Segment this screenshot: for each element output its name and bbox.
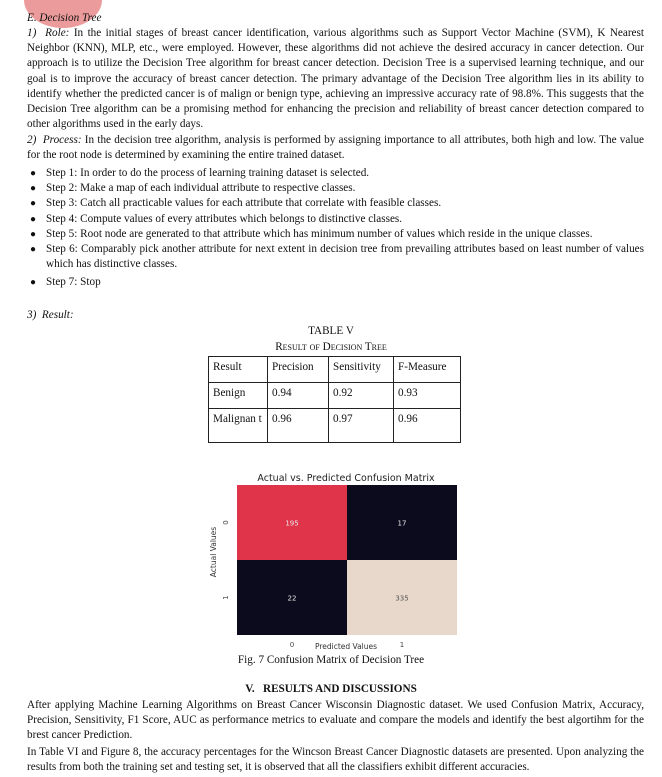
table-cell: 0.94 <box>268 383 329 409</box>
role-number: 1) <box>27 27 37 39</box>
role-label: Role: <box>45 27 70 39</box>
table-subtitle: Result of Decision Tree <box>275 341 387 353</box>
bullet-icon: ● <box>30 277 37 289</box>
results-paragraph-1: After applying Machine Learning Algorithms on Breast Cancer Wisconsin Diagnostic dataset. We used Confusion Matrix, Accuracy, Precision, Sensitivity, F1 Score, AUC as performance metrics to evaluate and compare the models and identify the best algortihm for the brest cancer Prediction. <box>27 699 644 742</box>
list-item: ● Step 5: Root node are generated to that attribute which has minimum number of values which reside in the unique classes. <box>27 227 644 242</box>
table-cell: 0.96 <box>394 409 461 443</box>
table-header-cell: F-Measure <box>394 357 461 383</box>
cell-value-label: 22 <box>287 594 297 603</box>
bullet-icon: ● <box>30 198 37 210</box>
role-paragraph <box>27 26 644 132</box>
process-number: 2) <box>27 134 37 146</box>
list-item: ● Step 3: Catch all practicable values for each attribute that correlate with feasible classes. <box>27 196 644 211</box>
role-text: In the initial stages of breast cancer identification, various algorithms such as Support Vector Machine (SVM), K Nearest Neighbor (KNN), MLP, etc., were employed. However, these algorithms did not achieve the desired accuracy in cancer detection. Our approach is to utilize the Decision Tree algorithm for breast cancer detection. Decision Tree is a supervised learning technique, and our goal is to improve the accuracy of breast cancer detection. The primary advantage of the Decision Tree algorithm lies in its ability to identify whether the predicted cancer is of malign or benign type, achieving an impressive accuracy rate of 98.8%. This suggests that the Decision Tree algorithm can be a promising method for enhancing the precision and reliability of breast cancer detection compared to other algorithms used in the early days. <box>27 27 644 131</box>
result-heading <box>27 308 644 323</box>
chart-title: Actual vs. Predicted Confusion Matrix <box>257 473 435 484</box>
list-item: ● Step 4: Compute values of every attributes which belongs to distinctive classes. <box>27 212 644 227</box>
table-cell: 0.92 <box>329 383 394 409</box>
table-header-row <box>209 357 461 383</box>
table-cell: 0.93 <box>394 383 461 409</box>
table-cell: Malignan t <box>209 409 268 443</box>
results-table <box>208 356 461 443</box>
result-label: Result: <box>41 309 74 321</box>
table-header-cell: Precision <box>268 357 329 383</box>
table-cell: 0.97 <box>329 409 394 443</box>
y-tick-label: 0 <box>222 520 230 525</box>
process-paragraph <box>27 133 644 163</box>
cell-value-label: 335 <box>395 594 409 603</box>
y-axis-label: Actual Values <box>209 526 218 578</box>
process-text: In the decision tree algorithm, analysis is performed by assigning importance to all attributes, both high and low. The value for the root node is determined by examining the entire trained dataset. <box>27 134 645 162</box>
confusion-matrix-chart <box>200 468 470 653</box>
table-header-cell: Result <box>209 357 268 383</box>
list-item: ● Step 1: In order to do the process of learning training dataset is selected. <box>27 166 644 181</box>
bullet-icon: ● <box>30 168 37 179</box>
process-label: Process: <box>42 134 82 146</box>
bullet-icon: ● <box>30 228 37 240</box>
x-tick-label: 0 <box>289 641 295 649</box>
list-item: ● Step 2: Make a map of each individual attribute to respective classes. <box>27 181 644 196</box>
results-paragraph-2: In Table VI and Figure 8, the accuracy percentages for the Wincson Breast Cancer Diagnostic datasets are presented. Upon analyzing the results from both the training set and testing set, it is observed that all the classifiers exhibit different accuracies. <box>27 746 644 774</box>
bullet-icon: ● <box>30 213 37 225</box>
table-header-cell: Sensitivity <box>329 357 394 383</box>
bullet-icon: ● <box>30 244 37 256</box>
section-heading: E. Decision Tree <box>27 12 102 24</box>
table-cell: Benign <box>209 383 268 409</box>
cell-value-label: 17 <box>397 519 407 528</box>
bullet-icon: ● <box>30 183 37 195</box>
section-heading-results: V. RESULTS AND DISCUSSIONS <box>245 683 417 695</box>
x-tick-label: 1 <box>399 641 405 649</box>
table-row <box>209 383 461 409</box>
y-tick-label: 1 <box>222 595 230 600</box>
cell-value-label: 195 <box>285 519 299 528</box>
list-item: ● Step 6: Comparably pick another attribute for next extent in decision tree from prevailing attributes based on least number of values which has distinctive classes. <box>30 243 644 271</box>
table-row <box>209 409 461 443</box>
x-axis-label: Predicted Values <box>314 642 378 651</box>
figure-caption: Fig. 7 Confusion Matrix of Decision Tree <box>237 654 425 666</box>
table-cell: 0.96 <box>268 409 329 443</box>
table-title: TABLE V <box>308 325 354 337</box>
heatmap-cells <box>237 485 457 635</box>
result-number: 3) <box>27 309 37 321</box>
steps-list <box>27 166 644 291</box>
list-item: ● Step 7: Stop <box>27 275 644 290</box>
